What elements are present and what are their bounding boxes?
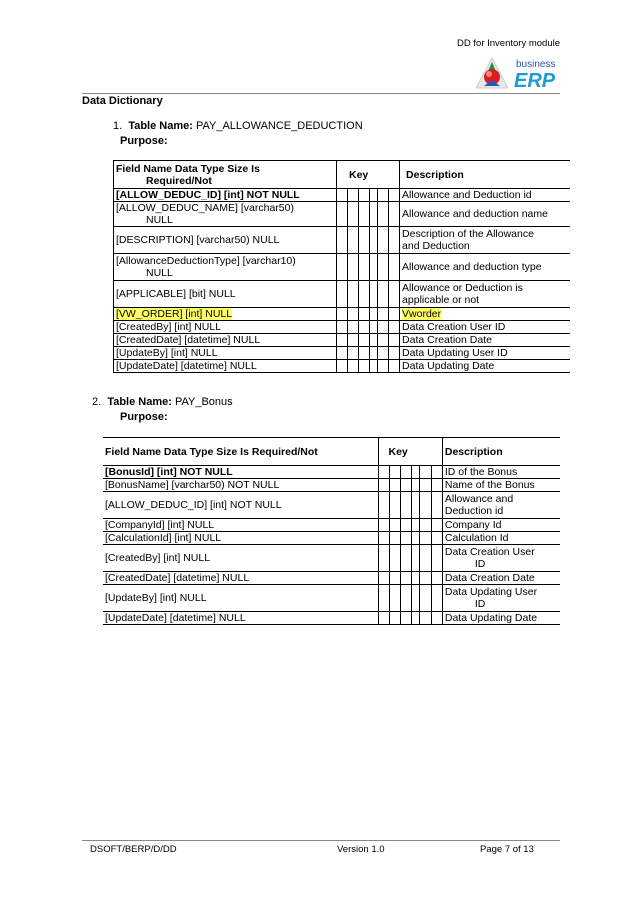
table-row: [CreatedDate] [datetime] NULL Data Creation Date <box>103 572 560 585</box>
table2-header-field: Field Name Data Type Size Is Required/Not <box>103 438 378 466</box>
footer-doc-id: DSOFT/BERP/D/DD <box>90 844 177 855</box>
table-row: [AllowanceDeductionType] [varchar10) NULL Allowance and deduction type <box>114 254 570 281</box>
table1-header-key: Key <box>337 161 400 189</box>
footer-version: Version 1.0 <box>337 844 385 855</box>
table-row: [UpdateDate] [datetime] NULL Data Updating Date <box>114 360 570 373</box>
table1-header-description: Description <box>400 161 570 189</box>
table-row: [CalculationId] [int] NULL Calculation Id <box>103 532 560 545</box>
table2-number: 2. <box>92 396 102 408</box>
table2-name: PAY_Bonus <box>174 396 233 408</box>
table1-purpose-label: Purpose: <box>120 135 168 147</box>
header-divider <box>82 93 560 94</box>
table2-name-label: Table Name: <box>107 396 172 408</box>
table1 <box>113 160 570 373</box>
table2-purpose-label: Purpose: <box>120 411 168 423</box>
table-row: [CreatedDate] [datetime] NULL Data Creation Date <box>114 334 570 347</box>
table-row: [UpdateBy] [int] NULL Data Updating User ID <box>103 585 560 612</box>
table2-heading <box>92 396 233 408</box>
footer-divider <box>82 840 560 841</box>
table2 <box>103 437 560 625</box>
business-erp-logo <box>474 56 574 92</box>
table1-header-row <box>114 161 570 189</box>
table-row: [DESCRIPTION] [varchar50) NULL Description of the Allowance and Deduction <box>114 227 570 254</box>
table-row: [APPLICABLE] [bit] NULL Allowance or Deduction is applicable or not <box>114 281 570 308</box>
table-row: [BonusId] [int] NOT NULL ID of the Bonus <box>103 466 560 479</box>
table-row: [ALLOW_DEDUC_NAME] [varchar50) NULL Allowance and deduction name <box>114 202 570 227</box>
table1-number: 1. <box>113 120 123 132</box>
table2-header-key: Key <box>378 438 442 466</box>
logo-small-text: business <box>516 59 556 70</box>
section-title: Data Dictionary <box>82 95 163 107</box>
table-row: [CreatedBy] [int] NULL Data Creation User ID <box>103 545 560 572</box>
table1-name: PAY_ALLOWANCE_DEDUCTION <box>195 120 363 132</box>
table2-header-row <box>103 438 560 466</box>
table-row: [UpdateBy] [int] NULL Data Updating User ID <box>114 347 570 360</box>
table-row: [UpdateDate] [datetime] NULL Data Updating Date <box>103 612 560 625</box>
table-row: [BonusName] [varchar50) NOT NULL Name of the Bonus <box>103 479 560 492</box>
document-header-title: DD for Inventory module <box>457 38 560 49</box>
table1-heading <box>113 120 363 132</box>
footer-page-number: Page 7 of 13 <box>480 844 534 855</box>
table-row: [CreatedBy] [int] NULL Data Creation User ID <box>114 321 570 334</box>
table1-header-field: Field Name Data Type Size Is Required/Not <box>114 161 337 189</box>
table-row: [ALLOW_DEDUC_ID] [int] NOT NULL Allowance and Deduction id <box>103 492 560 519</box>
table-row: [ALLOW_DEDUC_ID] [int] NOT NULL Allowance and Deduction id <box>114 189 570 202</box>
table-row: [CompanyId] [int] NULL Company Id <box>103 519 560 532</box>
table-row: [VW_ORDER] [int] NULL Vworder <box>114 308 570 321</box>
table1-name-label: Table Name: <box>128 120 193 132</box>
logo-erp-text: ERP <box>514 70 556 92</box>
table2-header-description: Description <box>442 438 560 466</box>
